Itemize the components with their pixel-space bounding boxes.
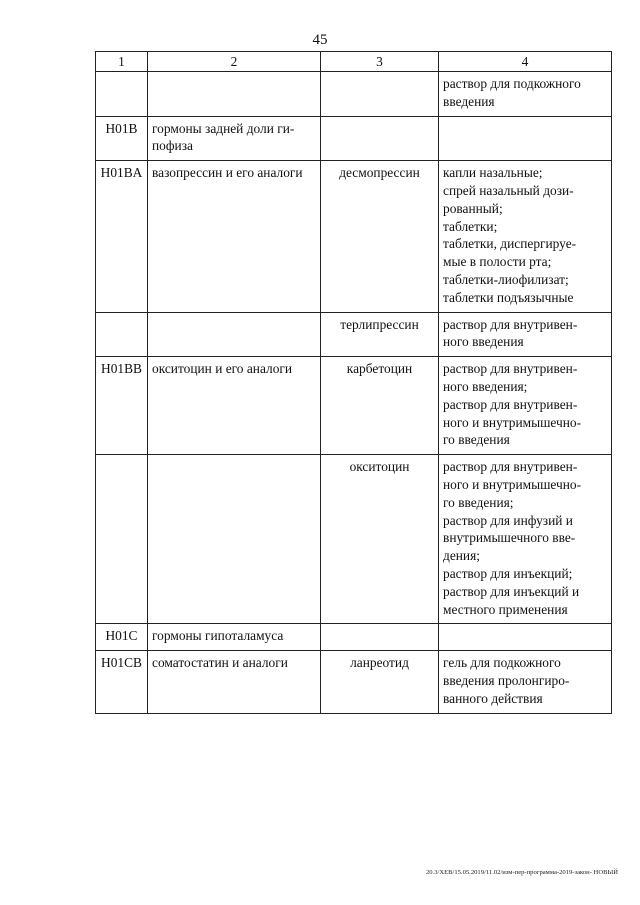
drug-name-cell: окситоцин [321, 455, 439, 624]
drug-name-cell: терлипрессин [321, 312, 439, 357]
dosage-form-cell [439, 72, 612, 117]
dosage-form-line: раствор для внутривен- [443, 459, 578, 475]
dosage-form-line: капли назальные; [443, 165, 543, 181]
table-row [96, 651, 612, 713]
dosage-form-line: спрей назальный дози- [443, 182, 574, 198]
group-name-cell [148, 72, 321, 117]
dosage-form-line: ванного действия [443, 690, 543, 706]
dosage-form-line: введения [443, 93, 495, 109]
dosage-form-line: мые в полости рта; [443, 254, 552, 270]
dosage-form-line: таблетки подъязычные [443, 289, 574, 305]
dosage-form-line: раствор для инъекций; [443, 565, 573, 581]
drug-name-cell: десмопрессин [321, 161, 439, 312]
column-header-4: 4 [439, 52, 612, 72]
group-name-cell [148, 312, 321, 357]
dosage-form-line: местного применения [443, 601, 568, 617]
dosage-form-cell [439, 651, 612, 713]
drug-name-cell: карбетоцин [321, 357, 439, 455]
dosage-form-cell [439, 624, 612, 651]
dosage-form-line: ного и внутримышечно- [443, 414, 582, 430]
dosage-form-line: рованный; [443, 200, 503, 216]
dosage-form-line: таблетки, диспергируе- [443, 236, 577, 252]
dosage-form-line: ного и внутримышечно- [443, 476, 582, 492]
group-name-cell [148, 651, 321, 713]
table-row [96, 624, 612, 651]
dosage-form-cell [439, 116, 612, 161]
dosage-form-line: ного введения [443, 334, 524, 350]
dosage-form-line: таблетки; [443, 218, 498, 234]
table-body [96, 72, 612, 714]
atc-code-cell [96, 72, 148, 117]
drug-name-cell [321, 624, 439, 651]
atc-code-cell: H01BB [96, 357, 148, 455]
group-name-cell [148, 116, 321, 161]
group-name-line: гормоны гипоталамуса [152, 628, 284, 644]
table-row [96, 72, 612, 117]
table-row [96, 116, 612, 161]
group-name-cell [148, 357, 321, 455]
dosage-form-line: раствор для внутривен- [443, 396, 578, 412]
dosage-form-line: таблетки-лиофилизат; [443, 271, 569, 287]
group-name-cell [148, 455, 321, 624]
dosage-form-line: ного введения; [443, 378, 528, 394]
column-header-2: 2 [148, 52, 321, 72]
dosage-form-cell [439, 312, 612, 357]
dosage-form-cell [439, 161, 612, 312]
dosage-form-line: внутримышечного вве- [443, 530, 576, 546]
dosage-form-line: раствор для внутривен- [443, 361, 578, 377]
group-name-cell [148, 161, 321, 312]
group-name-line: пофиза [152, 138, 193, 154]
atc-code-cell: H01BA [96, 161, 148, 312]
group-name-line: соматостатин и аналоги [152, 655, 288, 671]
group-name-cell [148, 624, 321, 651]
page-number: 45 [312, 32, 328, 48]
dosage-form-line: введения пролонгиро- [443, 672, 570, 688]
column-header-3: 3 [321, 52, 439, 72]
group-name-line: гормоны задней доли ги- [152, 120, 295, 136]
atc-code-cell [96, 312, 148, 357]
dosage-form-cell [439, 357, 612, 455]
atc-code-cell: H01B [96, 116, 148, 161]
column-header-1: 1 [96, 52, 148, 72]
table-row [96, 312, 612, 357]
dosage-form-line: раствор для инъекций и [443, 583, 580, 599]
dosage-form-cell [439, 455, 612, 624]
drug-name-cell [321, 72, 439, 117]
drug-table [95, 51, 612, 714]
dosage-form-line: раствор для внутривен- [443, 316, 578, 332]
dosage-form-line: го введения [443, 432, 510, 448]
table-row [96, 161, 612, 312]
atc-code-cell [96, 455, 148, 624]
drug-name-cell [321, 116, 439, 161]
dosage-form-line: гель для подкожного [443, 655, 561, 671]
dosage-form-line: го введения; [443, 494, 514, 510]
dosage-form-line: раствор для подкожного [443, 76, 581, 91]
dosage-form-line: дения; [443, 548, 480, 564]
atc-code-cell: H01C [96, 624, 148, 651]
table-row [96, 455, 612, 624]
group-name-line: окситоцин и его аналоги [152, 361, 293, 377]
document-footer: 20.3/XEB/15.05.2019/11.02/изм-пер-программа-2019-закон- НОВЫЙ [425, 869, 618, 876]
drug-name-cell: ланреотид [321, 651, 439, 713]
table-header-row [96, 52, 612, 72]
table-row [96, 357, 612, 455]
dosage-form-line: раствор для инфузий и [443, 512, 573, 528]
group-name-line: вазопрессин и его аналоги [152, 165, 303, 181]
atc-code-cell: H01CB [96, 651, 148, 713]
